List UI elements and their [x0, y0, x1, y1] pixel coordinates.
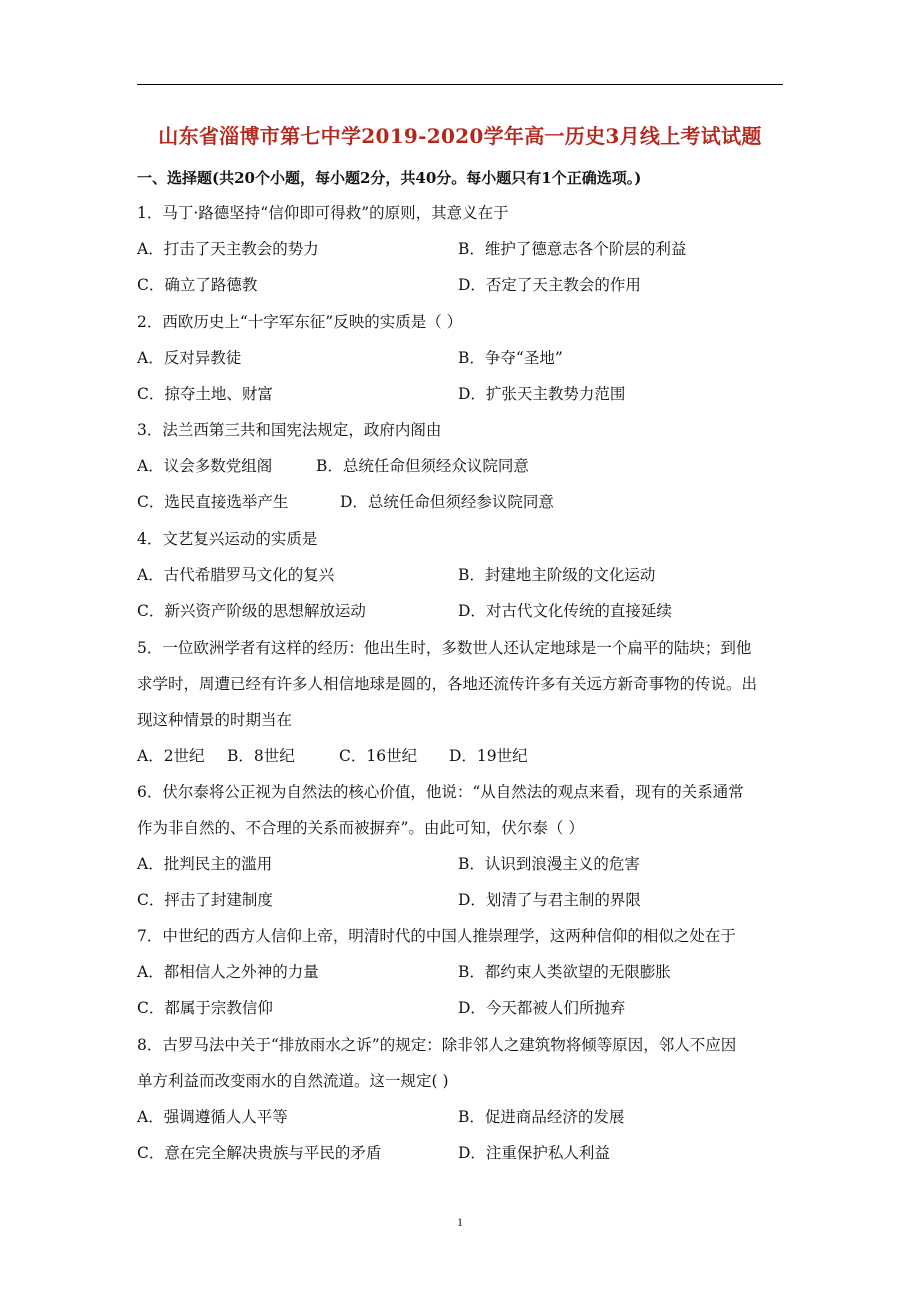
question-1-stem: 1．马丁·路德坚持“信仰即可得救”的原则，其意义在于: [137, 204, 509, 222]
q7-option-b: B．都约束人类欲望的无限膨胀: [458, 963, 671, 981]
q1-option-a: A．打击了天主教会的势力: [137, 240, 319, 258]
q2-option-a: A．反对异教徒: [137, 349, 242, 367]
q2-option-d: D．扩张天主教势力范围: [458, 385, 626, 403]
question-5-stem-line-1: 5．一位欧洲学者有这样的经历：他出生时，多数世人还认定地球是一个扁平的陆块；到他: [137, 639, 752, 657]
q8-option-b: B．促进商品经济的发展: [458, 1108, 625, 1126]
question-6-stem-line-2: 作为非自然的、不合理的关系而被摒弃”。由此可知，伏尔泰（ ）: [137, 819, 584, 837]
q2-option-b: B．争夺“圣地”: [458, 349, 563, 367]
q5-options-row: [137, 746, 528, 766]
q3-option-a: A．议会多数党组阁: [137, 457, 273, 475]
question-8-stem-line-1: 8．古罗马法中关于“排放雨水之诉”的规定：除非邻人之建筑物将倾等原因，邻人不应因: [137, 1036, 737, 1054]
question-6-stem-line-1: 6．伏尔泰将公正视为自然法的核心价值，他说：“从自然法的观点来看，现有的关系通常: [137, 783, 744, 801]
q6-option-a: A．批判民主的滥用: [137, 855, 273, 873]
q1-option-b: B．维护了德意志各个阶层的利益: [458, 240, 687, 258]
question-3-stem: 3．法兰西第三共和国宪法规定，政府内阁由: [137, 421, 442, 439]
q5-option-b: B．8世纪: [227, 747, 295, 765]
question-7-stem: 7．中世纪的西方人信仰上帝，明清时代的中国人推崇理学，这两种信仰的相似之处在于: [137, 927, 736, 945]
q4-option-d: D．对古代文化传统的直接延续: [458, 602, 672, 620]
q8-option-a: A．强调遵循人人平等: [137, 1108, 288, 1126]
question-2-stem: 2．西欧历史上“十字军东征”反映的实质是（ ）: [137, 313, 463, 331]
question-8-stem-line-2: 单方利益而改变雨水的自然流道。这一规定( ): [137, 1072, 449, 1090]
q8-option-c: C．意在完全解决贵族与平民的矛盾: [137, 1144, 382, 1162]
q4-option-b: B．封建地主阶级的文化运动: [458, 566, 656, 584]
question-5-stem-line-3: 现这种情景的时期当在: [137, 711, 293, 729]
q7-option-d: D．今天都被人们所抛弃: [458, 999, 626, 1017]
q8-option-d: D．注重保护私人利益: [458, 1144, 610, 1162]
q5-option-c: C．16世纪: [339, 747, 418, 765]
q5-option-a: A．2世纪: [137, 747, 205, 765]
q1-option-d: D．否定了天主教会的作用: [458, 276, 641, 294]
header-rule: [137, 84, 783, 85]
q7-option-a: A．都相信人之外神的力量: [137, 963, 319, 981]
q3-option-b: B．总统任命但须经众议院同意: [316, 457, 529, 475]
q5-option-d: D．19世纪: [449, 747, 528, 765]
q7-option-c: C．都属于宗教信仰: [137, 999, 273, 1017]
q2-option-c: C．掠夺土地、财富: [137, 385, 273, 403]
q1-option-c: C．确立了路德教: [137, 276, 258, 294]
section-heading: 一、选择题(共20个小题，每小题2分，共40分。每小题只有1个正确选项。): [137, 169, 642, 187]
q4-option-a: A．古代希腊罗马文化的复兴: [137, 566, 335, 584]
question-4-stem: 4．文艺复兴运动的实质是: [137, 530, 318, 548]
q3-option-d: D．总统任命但须经参议院同意: [340, 493, 554, 511]
question-5-stem-line-2: 求学时，周遭已经有许多人相信地球是圆的，各地还流传许多有关远方新奇事物的传说。出: [137, 675, 758, 693]
document-title: 山东省淄博市第七中学2019-2020学年高一历史3月线上考试试题: [158, 124, 762, 148]
q3-option-c: C．选民直接选举产生: [137, 493, 289, 511]
q4-option-c: C．新兴资产阶级的思想解放运动: [137, 602, 366, 620]
q6-option-d: D．划清了与君主制的界限: [458, 891, 641, 909]
q6-option-b: B．认识到浪漫主义的危害: [458, 855, 640, 873]
q6-option-c: C．抨击了封建制度: [137, 891, 273, 909]
page-number: 1: [457, 1215, 463, 1229]
